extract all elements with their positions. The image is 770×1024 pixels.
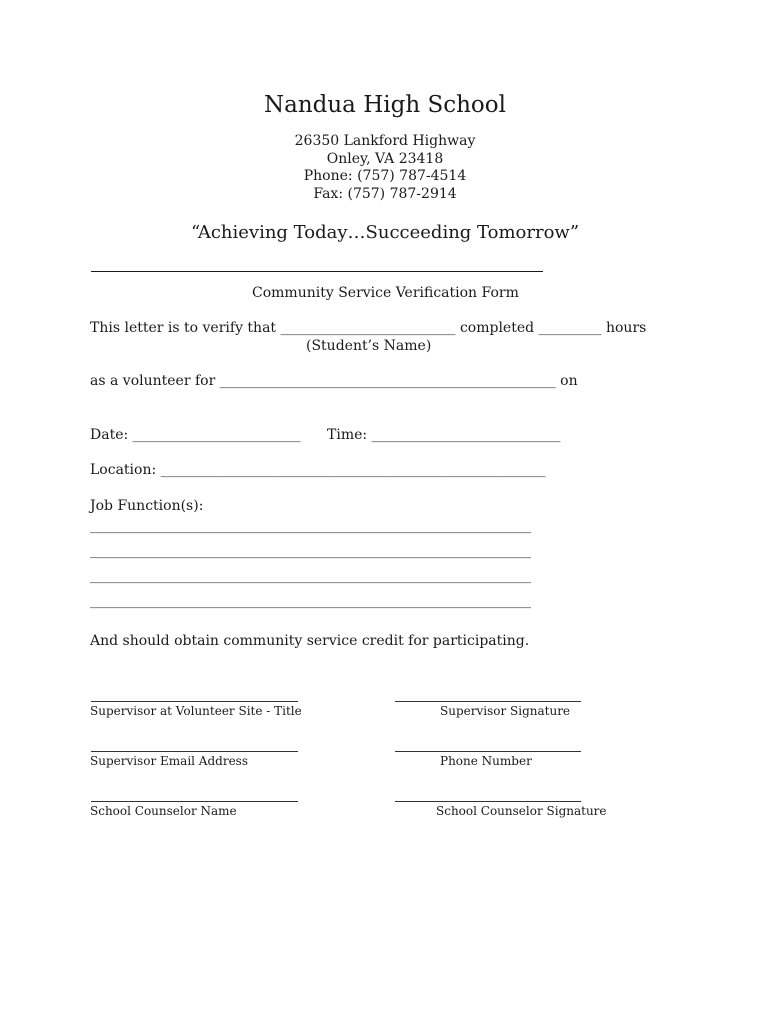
header-divider: [91, 271, 543, 272]
school-name: Nandua High School: [264, 92, 506, 118]
supervisor-email-label: Supervisor Email Address: [90, 754, 248, 768]
form-title: Community Service Verification Form: [252, 285, 519, 301]
credit-statement: And should obtain community service credit for participating.: [90, 633, 530, 649]
time-field: Time: ___________________________: [327, 427, 561, 443]
student-name-caption: (Student’s Name): [306, 338, 432, 354]
job-function-line: _______________________________________________________________: [90, 593, 531, 609]
signature-line: [91, 801, 298, 802]
job-function-line: _______________________________________________________________: [90, 543, 531, 559]
signature-line: [395, 701, 581, 702]
phone-number: Phone: (757) 787-4514: [303, 168, 467, 184]
counselor-name-label: School Counselor Name: [90, 804, 237, 818]
address-line-2: Onley, VA 23418: [326, 151, 444, 167]
school-motto: “Achieving Today…Succeeding Tomorrow”: [190, 222, 580, 243]
supervisor-signature-label: Supervisor Signature: [440, 704, 571, 718]
location-field: Location: _______________________________________________________: [90, 462, 546, 478]
signature-line: [91, 751, 298, 752]
supervisor-title-label: Supervisor at Volunteer Site - Title: [90, 704, 302, 718]
volunteer-for-line: as a volunteer for ________________________________________________ on: [90, 373, 578, 389]
job-function-line: _______________________________________________________________: [90, 568, 531, 584]
fax-number: Fax: (757) 787-2914: [313, 186, 457, 202]
verify-line: This letter is to verify that _________________________ completed _________ hours: [90, 320, 647, 336]
signature-line: [91, 701, 298, 702]
signature-line: [395, 751, 581, 752]
phone-number-label: Phone Number: [440, 754, 532, 768]
address-line-1: 26350 Lankford Highway: [294, 133, 476, 149]
date-field: Date: ________________________: [90, 427, 301, 443]
signature-line: [395, 801, 581, 802]
job-function-line: _______________________________________________________________: [90, 518, 531, 534]
job-function-label: Job Function(s):: [90, 498, 204, 514]
counselor-signature-label: School Counselor Signature: [436, 804, 607, 818]
